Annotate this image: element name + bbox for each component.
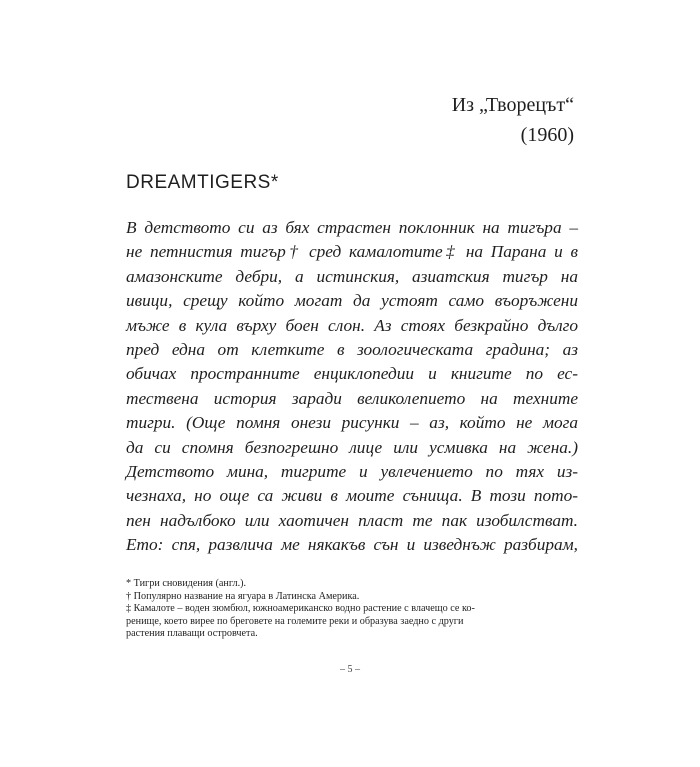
body-line: тествена история заради великолепието на техните [126,388,578,408]
body-line: пред една от клетките в зоологическата градина; аз [126,340,578,360]
body-line: чезнаха, но още са живи в моите сънища. В този пото- [126,486,578,506]
footnote: * Тигри сновидения (англ.). [126,578,247,589]
story-title: DREAMTIGERS* [126,172,279,193]
source-year: (1960) [520,124,574,146]
footnote: ‡ Камалоте – воден зюмбюл, южноамериканско водно растение с влачещо се ко- [126,603,475,615]
source-title: Из „Творецът“ [451,94,574,116]
body-line: Ето: спя, развлича ме някакъв сън и изведнъж разбирам, [126,535,578,555]
body-line: Детството мина, тигрите и увлечението по тях из- [126,462,578,482]
source-attribution [452,90,574,150]
footnote-continuation: растения плаващи островчета. [126,628,258,640]
footnotes [126,578,578,641]
story-body [126,216,578,558]
page-number: – 5 – [340,664,360,675]
body-line: тигри. (Още помня онези рисунки – аз, който не мога [126,413,578,433]
body-line: ивици, срещу който могат да устоят само въоръжени [126,291,578,311]
footnote-continuation: ренище, което вирее по бреговете на големите реки и образува заедно с други [126,615,464,627]
body-line: амазонските дебри, а истинския, азиатския тигър на [126,266,578,286]
body-line: обичах пространните енциклопедии и книгите по ес- [126,364,578,384]
body-line: мъже в кула върху боен слон. Аз стоях безкрайно дълго [126,315,578,335]
body-line: В детството си аз бях страстен поклонник на тигъра – [126,218,578,237]
body-line: да си спомня безпогрешно лице или усмивка на жена.) [126,437,578,457]
footnote: † Популярно название на ягуара в Латинска Америка. [126,590,360,602]
body-line: не петнистия тигър† сред камалотите‡ на Парана и в [126,242,578,262]
body-line: пен надълбоко или хаотичен пласт те пак изобилстват. [126,510,578,530]
